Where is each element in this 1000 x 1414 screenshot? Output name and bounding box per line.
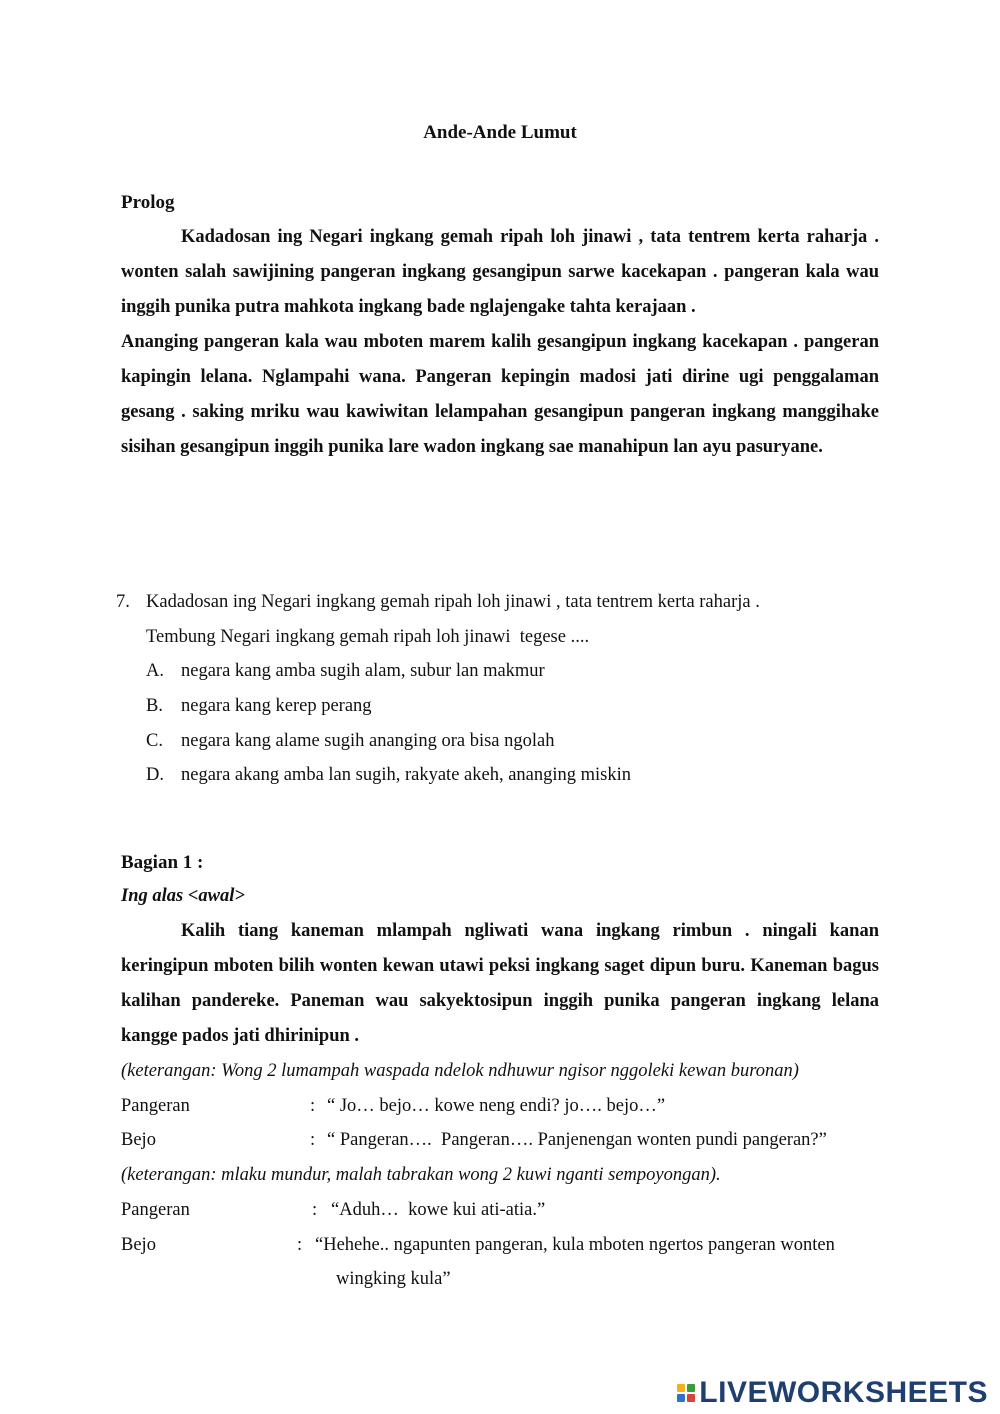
logo-text: LIVEWORKSHEETS bbox=[699, 1376, 988, 1409]
option-letter: D. bbox=[146, 765, 164, 785]
dialog-line: “ Jo… bejo… kowe neng endi? jo…. bejo…” bbox=[327, 1096, 666, 1116]
option-text: negara kang amba sugih alam, subur lan makmur bbox=[181, 661, 545, 681]
option-d[interactable] bbox=[146, 765, 631, 786]
scene-setting: Ing alas <awal> bbox=[121, 886, 245, 906]
option-letter: C. bbox=[146, 731, 163, 751]
option-c[interactable] bbox=[146, 731, 554, 752]
dialog-speaker: Bejo bbox=[121, 1235, 156, 1255]
option-a[interactable] bbox=[146, 661, 545, 682]
liveworksheets-logo[interactable] bbox=[677, 1376, 988, 1410]
dialog-line: “Hehehe.. ngapunten pangeran, kula mboten ngertos pangeran wonten bbox=[315, 1235, 835, 1255]
option-letter: B. bbox=[146, 696, 163, 716]
dialog-colon: : bbox=[310, 1130, 316, 1150]
dialog-line: “Aduh… kowe kui ati-atia.” bbox=[331, 1200, 546, 1220]
bagian-text bbox=[121, 914, 879, 1054]
option-b[interactable] bbox=[146, 696, 372, 717]
question-line-1: Kadadosan ing Negari ingkang gemah ripah loh jinawi , tata tentrem kerta raharja . bbox=[146, 592, 760, 612]
dialog-speaker: Pangeran bbox=[121, 1200, 190, 1220]
prolog-heading: Prolog bbox=[121, 192, 175, 213]
stage-note-2: (keterangan: mlaku mundur, malah tabrakan wong 2 kuwi nganti sempoyongan). bbox=[121, 1165, 721, 1185]
option-text: negara akang amba lan sugih, rakyate akeh, ananging miskin bbox=[181, 765, 632, 785]
option-text: negara kang kerep perang bbox=[181, 696, 372, 716]
bagian-heading: Bagian 1 : bbox=[121, 852, 204, 873]
dialog-line: “ Pangeran…. Pangeran…. Panjenengan wonten pundi pangeran?” bbox=[327, 1130, 827, 1150]
dialog-speaker: Pangeran bbox=[121, 1096, 190, 1116]
logo-square bbox=[687, 1384, 695, 1392]
logo-square bbox=[677, 1394, 685, 1402]
option-letter: A. bbox=[146, 661, 164, 681]
question-line-2: Tembung Negari ingkang gemah ripah loh jinawi tegese .... bbox=[146, 627, 590, 647]
prolog-text bbox=[121, 220, 879, 465]
prolog-paragraph-2: Ananging pangeran kala wau mboten marem kalih gesangipun ingkang kacekapan . pangeran kapingin lelana. Nglampahi wana. Pangeran kepingin madosi jati dirine ugi penggalaman gesang . saking mriku wau kawiwitan lelampahan gesangipun pangeran ingkang manggihake sisihan gesangipun inggih punika lare wadon ingkang sae manahipun lan ayu pasuryane. bbox=[121, 332, 879, 457]
dialog-speaker: Bejo bbox=[121, 1130, 156, 1150]
prolog-paragraph-1: Kadadosan ing Negari ingkang gemah ripah loh jinawi , tata tentrem kerta raharja . wonten salah sawijining pangeran ingkang gesangipun sarwe kacekapan . pangeran kala wau inggih punika putra mahkota ingkang bade nglajengake tahta kerajaan . bbox=[121, 227, 879, 317]
logo-square bbox=[687, 1394, 695, 1402]
document-title: Ande-Ande Lumut bbox=[423, 122, 577, 143]
dialog-colon: : bbox=[312, 1200, 318, 1220]
logo-square bbox=[677, 1384, 685, 1392]
dialog-colon: : bbox=[310, 1096, 316, 1116]
dialog-line-continued: wingking kula” bbox=[336, 1269, 451, 1289]
question-number: 7. bbox=[116, 592, 130, 612]
dialog-colon: : bbox=[297, 1235, 303, 1255]
logo-mark-icon bbox=[677, 1384, 695, 1402]
option-text: negara kang alame sugih ananging ora bisa ngolah bbox=[181, 731, 555, 751]
bagian-paragraph: Kalih tiang kaneman mlampah ngliwati wana ingkang rimbun . ningali kanan keringipun mboten bilih wonten kewan utawi peksi ingkang saget dipun buru. Kaneman bagus kalihan pandereke. Paneman wau sakyektosipun inggih punika pangeran ingkang lelana kangge pados jati dhirinipun . bbox=[121, 921, 879, 1046]
stage-note-1: (keterangan: Wong 2 lumampah waspada ndelok ndhuwur ngisor nggoleki kewan buronan) bbox=[121, 1061, 799, 1081]
